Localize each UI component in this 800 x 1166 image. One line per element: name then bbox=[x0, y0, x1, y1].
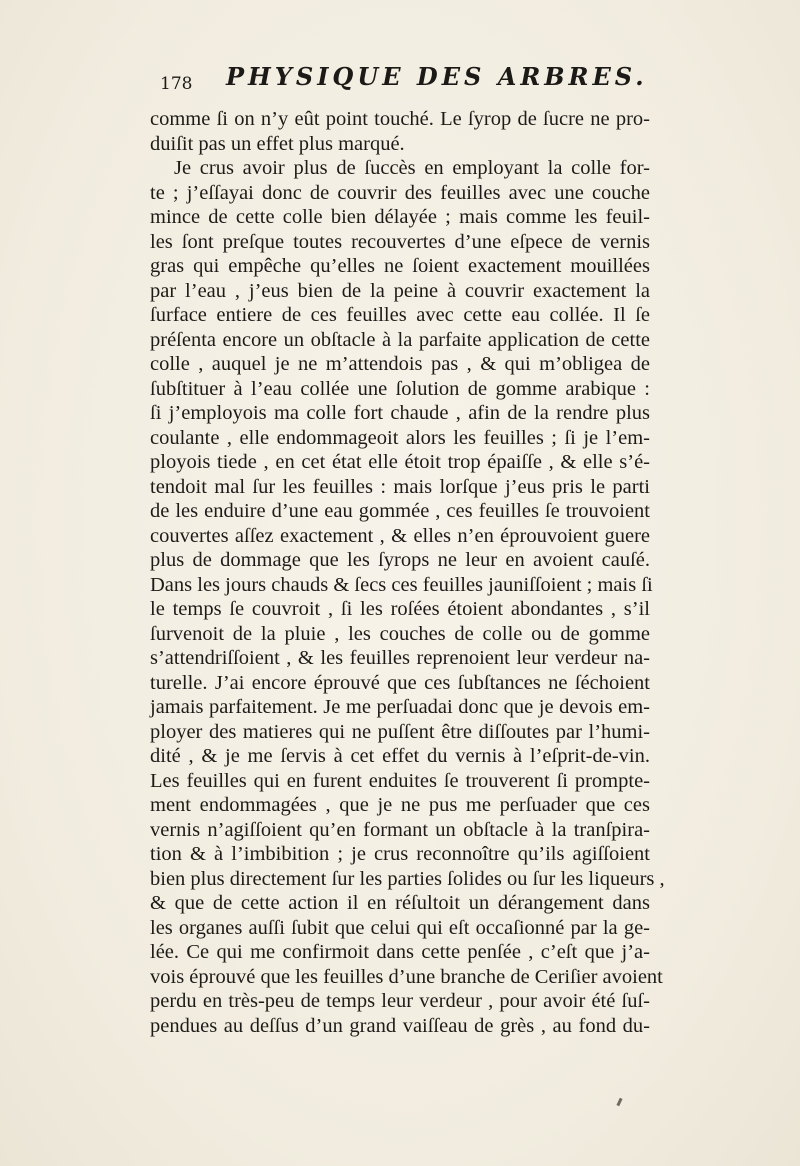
text-line: Je crus avoir plus de ſuccès en employant la colle for- bbox=[174, 157, 650, 179]
text-line: tendoit mal ſur les feuilles : mais lorſque j’eus pris le parti bbox=[150, 475, 650, 498]
text-line: le temps ſe couvroit , ſi les roſées étoient abondantes , s’il bbox=[150, 598, 650, 620]
body-text bbox=[150, 107, 665, 1038]
text-line: duiſit pas un effet plus marqué. bbox=[150, 132, 405, 155]
text-line: de les enduire d’une eau gommée , ces feuilles ſe trouvoient bbox=[150, 500, 650, 522]
text-line: Les feuilles qui en furent enduites ſe trouverent ſi prompte- bbox=[150, 769, 650, 792]
text-line: plus de dommage que les ſyrops ne leur en avoient cauſé. bbox=[150, 549, 650, 571]
ink-mark bbox=[616, 1098, 622, 1107]
text-line: ployois tiede , en cet état elle étoit trop épaiſſe , & elle s’é- bbox=[150, 451, 650, 473]
text-line: ſurface entiere de ces feuilles avec cette eau collée. Il ſe bbox=[150, 304, 650, 326]
text-line: ment endommagées , que je ne pus me perſuader que ces bbox=[150, 794, 650, 816]
text-line: gras qui empêche qu’elles ne ſoient exactement mouillées bbox=[150, 255, 650, 277]
text-line: turelle. J’ai encore éprouvé que ces ſubſtances ne ſéchoient bbox=[150, 671, 650, 694]
text-line: ſurvenoit de la pluie , les couches de colle ou de gomme bbox=[150, 622, 650, 645]
text-line: ſubſtituer à l’eau collée une ſolution de gomme arabique : bbox=[150, 377, 650, 400]
text-line: perdu en très-peu de temps leur verdeur , pour avoir été ſuſ- bbox=[150, 990, 650, 1012]
text-line: jamais parfaitement. Je me perſuadai donc que je devois em- bbox=[150, 696, 650, 718]
text-line: pendues au deſſus d’un grand vaiſſeau de grès , au fond du- bbox=[150, 1014, 650, 1037]
text-line: ployer des matieres qui ne puſſent être diſſoutes par l’humi- bbox=[150, 720, 650, 743]
text-line: colle , auquel je ne m’attendois pas , & qui m’obligea de bbox=[150, 353, 650, 375]
page-header bbox=[160, 62, 660, 102]
text-line: te ; j’eſſayai donc de couvrir des feuilles avec une couche bbox=[150, 181, 650, 204]
text-line: ſi j’employois ma colle fort chaude , afin de la rendre plus bbox=[150, 402, 650, 424]
text-line: tion & à l’imbibition ; je crus reconnoître qu’ils agiſſoient bbox=[150, 843, 650, 865]
text-line: coulante , elle endommageoit alors les feuilles ; ſi je l’em- bbox=[150, 426, 650, 449]
text-line: par l’eau , j’eus bien de la peine à couvrir exactement la bbox=[150, 279, 650, 302]
text-line: bien plus directement ſur les parties ſolides ou ſur les liqueurs , bbox=[150, 867, 665, 890]
text-line: comme ſi on n’y eût point touché. Le ſyrop de ſucre ne pro- bbox=[150, 108, 650, 130]
text-line: lée. Ce qui me confirmoit dans cette penſée , c’eſt que j’a- bbox=[150, 941, 650, 963]
text-line: couvertes aſſez exactement , & elles n’en éprouvoient guere bbox=[150, 524, 650, 547]
running-title: PHYSIQUE DES ARBRES. bbox=[226, 62, 648, 91]
page-number: 178 bbox=[160, 74, 193, 94]
text-line: dité , & je me ſervis à cet effet du vernis à l’eſprit-de-vin. bbox=[150, 745, 650, 767]
text-line: mince de cette colle bien délayée ; mais comme les feuil- bbox=[150, 206, 650, 228]
text-line: vernis n’agiſſoient qu’en formant un obſtacle à la tranſpira- bbox=[150, 818, 650, 841]
text-line: Dans les jours chauds & ſecs ces feuilles jauniſſoient ; mais ſi bbox=[150, 573, 653, 596]
text-line: vois éprouvé que les feuilles d’une branche de Ceriſier avoient bbox=[150, 965, 663, 988]
text-line: les ſont preſque toutes recouvertes d’une eſpece de vernis bbox=[150, 230, 650, 253]
text-line: les organes auſſi ſubit que celui qui eſt occaſionné par la ge- bbox=[150, 916, 650, 939]
text-line: s’attendriſſoient , & les feuilles reprenoient leur verdeur na- bbox=[150, 647, 650, 669]
text-line: & que de cette action il en réſultoit un dérangement dans bbox=[150, 892, 650, 914]
text-line: préſenta encore un obſtacle à la parfaite application de cette bbox=[150, 328, 650, 351]
